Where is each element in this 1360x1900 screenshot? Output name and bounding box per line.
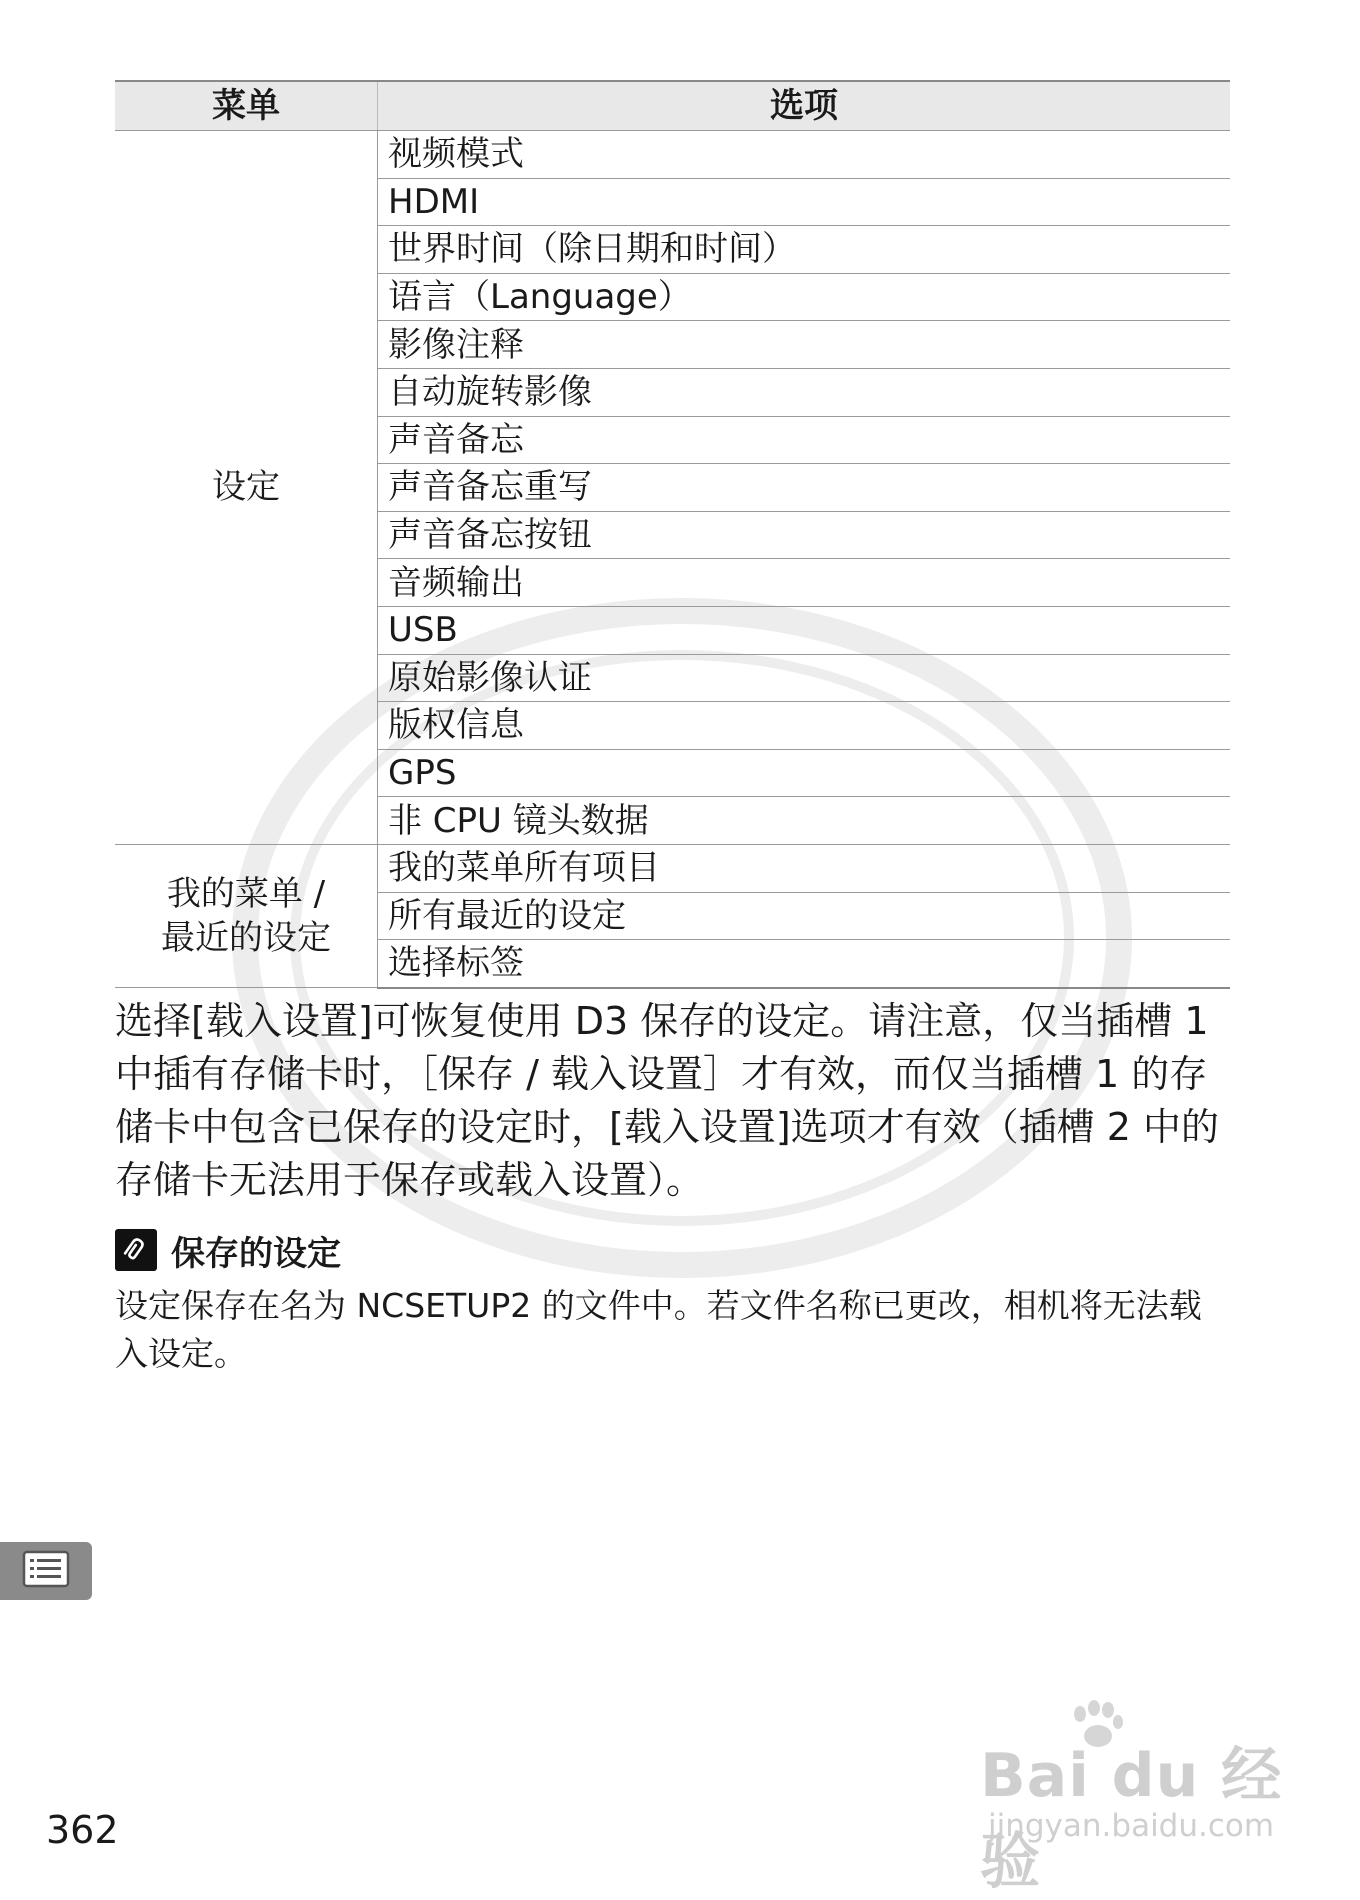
settings-table <box>115 80 1230 989</box>
header-menu: 菜单 <box>115 81 378 131</box>
menu-group-setup: 设定 <box>115 131 378 845</box>
option-cell: 所有最近的设定 <box>378 892 1231 940</box>
note-text: 设定保存在名为 NCSETUP2 的文件中。若文件名称已更改，相机将无法载入设定。 <box>115 1286 1202 1373</box>
menu-group-label-line2: 最近的设定 <box>161 918 331 959</box>
option-cell: USB <box>378 606 1231 654</box>
menu-list-icon <box>21 1549 71 1593</box>
option-cell: 影像注释 <box>378 321 1231 369</box>
option-cell: 选择标签 <box>378 940 1231 988</box>
option-cell: 我的菜单所有项目 <box>378 844 1231 892</box>
option-cell: 原始影像认证 <box>378 654 1231 702</box>
note-heading <box>115 1228 341 1272</box>
baidu-watermark <box>980 1700 1310 1897</box>
option-cell: 声音备忘按钮 <box>378 511 1231 559</box>
table-row <box>115 131 1230 179</box>
option-cell: HDMI <box>378 178 1231 226</box>
note-title: 保存的设定 <box>171 1233 341 1274</box>
option-cell: 声音备忘 <box>378 416 1231 464</box>
option-cell: 音频输出 <box>378 559 1231 607</box>
page-number: 362 <box>46 1808 119 1852</box>
option-cell: 视频模式 <box>378 131 1231 179</box>
menu-section-tab[interactable] <box>0 1542 92 1600</box>
table-row <box>115 844 1230 892</box>
menu-group-label-line1: 我的菜单 / <box>166 873 326 914</box>
option-cell: GPS <box>378 749 1231 797</box>
option-cell: 版权信息 <box>378 702 1231 750</box>
option-cell: 声音备忘重写 <box>378 464 1231 512</box>
pencil-note-icon <box>115 1229 157 1271</box>
baidu-url: jingyan.baidu.com <box>988 1808 1275 1844</box>
table-header-row <box>115 81 1230 131</box>
baidu-logo-text: Bai du 经验 <box>980 1741 1283 1897</box>
menu-group-my-menu <box>115 844 378 987</box>
option-cell: 非 CPU 镜头数据 <box>378 797 1231 845</box>
option-cell: 语言（Language） <box>378 273 1231 321</box>
option-cell: 自动旋转影像 <box>378 368 1231 416</box>
header-option: 选项 <box>378 81 1231 131</box>
body-paragraph: 选择[载入设置]可恢复使用 D3 保存的设定。请注意，仅当插槽 1 中插有存储卡时，［保存 / 载入设置］才有效，而仅当插槽 1 的存储卡中包含已保存的设定时，[载入设置]选项才有效（插槽 2 中的存储卡无法用于保存或载入设置）。 <box>115 999 1219 1202</box>
option-cell: 世界时间（除日期和时间） <box>378 226 1231 274</box>
